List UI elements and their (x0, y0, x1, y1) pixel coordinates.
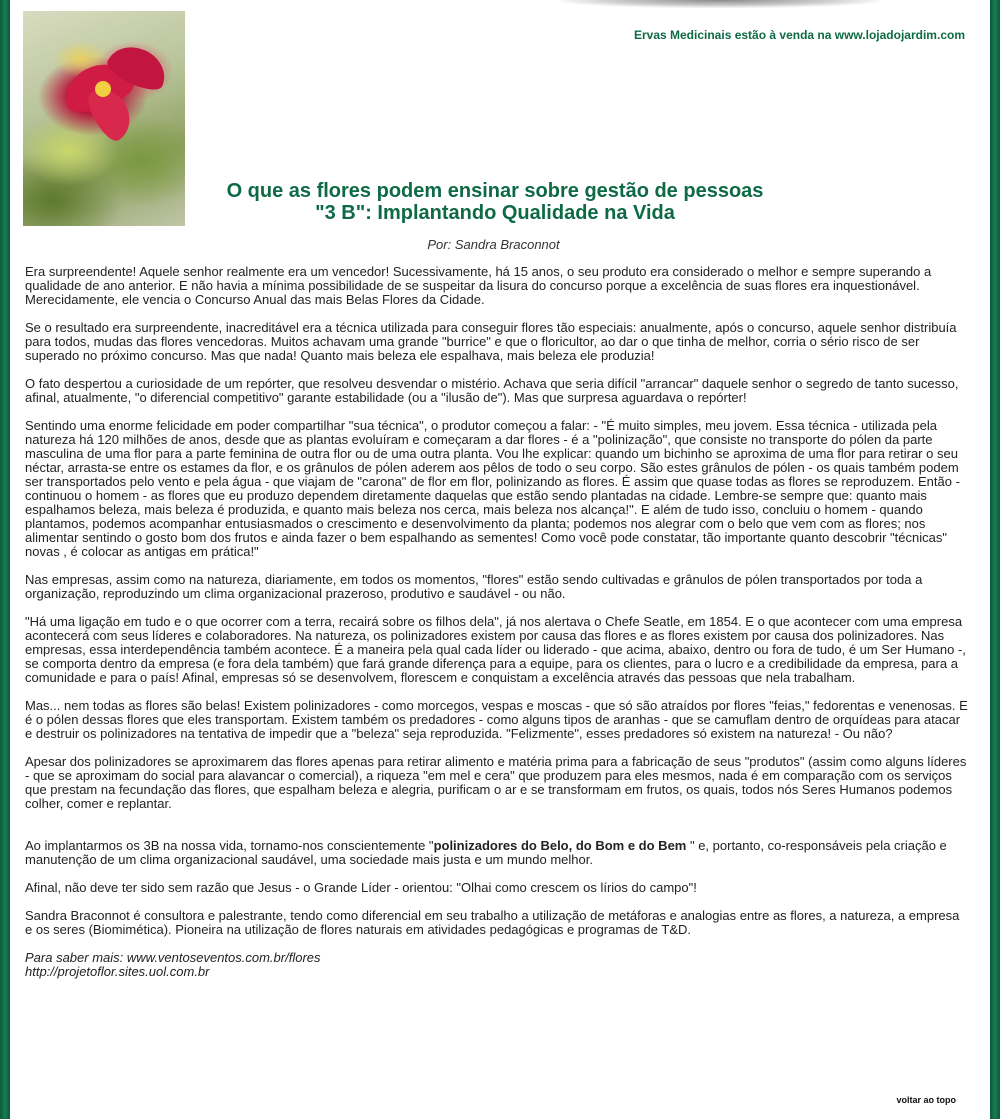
paragraph: "Há uma ligação em tudo e o que ocorrer com a terra, recairá sobre os filhos dela", já nos alertava o Chefe Seatle, em 1854. E o que acontecer com uma empresa acontecerá com seus líderes e colaboradores. Na natureza, os polinizadores existem por causa das flores e as flores existem por causa dos polinizadores. Nas empresas, essa interdependência também acontece. É a maneira pela qual cada líder ou liderado - que acima, abaixo, dentro ou fora de tudo, é um Ser Humano -, se comporta dentro da empresa (e fora dela também) que fará grande diferença para a equipe, para os clientes, para o lucro e a credibilidade da empresa, para a comunidade e para o país! Afinal, empresas só se desenvolvem, florescem e conquistam a excelência através das pessoas que nela trabalham. (25, 614, 966, 685)
herbs-sale-notice[interactable]: Ervas Medicinais estão à venda na www.lojadojardim.com (633, 28, 965, 42)
conclusion-text-end: " e, portanto, co-responsáveis pela criação e manutenção de um clima organizacional saudável, uma sociedade mais justa e um mundo melhor. (25, 838, 947, 867)
paragraph: Se o resultado era surpreendente, inacreditável era a técnica utilizada para conseguir flores tão especiais: anualmente, após o concurso, aquele senhor distribuía para todos, mudas das flores vencedoras. Muitos achavam uma grande "burrice" e que o floricultor, ao dar o que tinha de melhor, corria o sério risco de ser superado no próximo concurso. Mas que nada! Quanto mais beleza ele espalhava, mais beleza ele produzia! (25, 320, 957, 363)
paragraph: Era surpreendente! Aquele senhor realmente era um vencedor! Sucessivamente, há 15 anos, o seu produto era considerado o melhor e sempre superando a qualidade de ano anterior. E não havia a mínima possibilidade de se suspeitar da lisura do concurso porque a excelência de suas flores era inquestionável. Merecidamente, ele vencia o Concurso Anual das mais Belas Flores da Cidade. (25, 264, 932, 307)
article-body (25, 265, 970, 993)
more-info-link-2[interactable]: http://projetoflor.sites.uol.com.br (25, 964, 210, 979)
paragraph: O fato despertou a curiosidade de um repórter, que resolveu desvendar o mistério. Achava que seria difícil "arrancar" daquele senhor o segredo de tanto sucesso, afinal, atualmente, "o diferencial competitivo" garante estabilidade (ou a "ilusão de"). Mas que surpresa aguardava o repórter! (25, 376, 959, 405)
flower-photo (23, 11, 185, 226)
conclusion-text-start: Ao implantarmos os 3B na nossa vida, tornamo-nos conscientemente " (25, 838, 434, 853)
right-border-bar (990, 0, 1000, 1119)
more-info-link-1[interactable]: Para saber mais: www.ventoseventos.com.br/flores (25, 950, 321, 965)
title-line-1: O que as flores podem ensinar sobre gestão de pessoas (226, 180, 764, 202)
paragraph: Apesar dos polinizadores se aproximarem das flores apenas para retirar alimento e matéria prima para a fabricação de seus "produtos" (assim como alguns líderes - que se aproximam do social para alavancar o comercial), a riqueza "em mel e cera" que produzem para eles mesmos, nada é em comparação com os serviços que prestam na fecundação das flores, que espalham beleza e alegria, purificam o ar e se transformam em frutos, os quais, todos nós Seres Humanos podemos colher, comer e replantar. (25, 754, 967, 811)
left-border-bar (0, 0, 10, 1119)
jesus-quote-paragraph: Afinal, não deve ter sido sem razão que Jesus - o Grande Líder - orientou: "Olhai como crescem os lírios do campo"! (25, 880, 697, 895)
article-byline: Por: Sandra Braconnot (427, 237, 560, 252)
conclusion-emphasis: polinizadores do Belo, do Bom e do Bem (433, 838, 687, 853)
author-bio: Sandra Braconnot é consultora e palestrante, tendo como diferencial em seu trabalho a utilização de metáforas e analogias entre as flores, a natureza, a empresa e os seres (Biomimética). Pioneira na utilização de flores naturais em atividades pedagógicas e programas de T&D. (25, 908, 960, 937)
paragraph: Mas... nem todas as flores são belas! Existem polinizadores - como morcegos, vespas e moscas - que só são atraídos por flores "feias," fedorentas e venenosas. E é o pólen dessas flores que eles transportam. Existem também os predadores - como alguns tipos de aranhas - que se camuflam dentro de orquídeas para atacar e destruir os polinizadores na tentativa de impedir que a "beleza" seja reproduzida. "Felizmente", esses predadores só existem na natureza! - Ou não? (25, 698, 968, 741)
article-title (185, 180, 805, 224)
back-to-top-link[interactable]: voltar ao topo (896, 1095, 956, 1105)
paragraph: Nas empresas, assim como na natureza, diariamente, em todos os momentos, "flores" estão sendo cultivadas e grânulos de pólen transportados por toda a organização, reproduzindo um clima organizacional prazeroso, produtivo e saudável - ou não. (25, 572, 923, 601)
top-shadow-decoration (560, 0, 880, 8)
paragraph: Sentindo uma enorme felicidade em poder compartilhar "sua técnica", o produtor começou a falar: - "É muito simples, meu jovem. Essa técnica - utilizada pela natureza há 120 milhões de anos, desde que as plantas evoluíram e começaram a dar flores - é a "polinização", que consiste no transporte do pólen da parte masculina de uma flor para a parte feminina de outra flor ou de uma outra planta. Vou lhe explicar: quando um bichinho se aproxima de uma flor para retirar o seu néctar, arrasta-se entre os estames da flor, e os grânulos de pólen aderem aos pêlos de todo o seu corpo. São estes grânulos de pólen - os quais também podem ser transportados pelo vento e pela água - que viajam de "carona" de flor em flor, polinizando as flores. É assim que quase todas as flores se reproduzem. Então - continuou o homem - as flores que eu produzo dependem diretamente daquelas que estão sendo plantadas na cidade. Lembre-se sempre que: quanto mais espalhamos beleza, mais beleza é produzida, e quanto mais beleza nos cerca, mais beleza nos alcança!". E além de tudo isso, concluiu o homem - quando plantamos, podemos acompanhar entusiasmados o crescimento e desenvolvimento da planta; podemos nos alegrar com o belo que vem com as flores; nos alimentar sentindo o gosto bom dos frutos e ainda fazer o bem espalhando as sementes! Como você pode constatar, tão importante quanto descobrir "técnicas" novas , é colocar as antigas em prática!" (25, 418, 960, 559)
conclusion-paragraph (25, 839, 970, 867)
more-info-links (25, 951, 970, 979)
title-line-2: "3 B": Implantando Qualidade na Vida (315, 202, 675, 224)
